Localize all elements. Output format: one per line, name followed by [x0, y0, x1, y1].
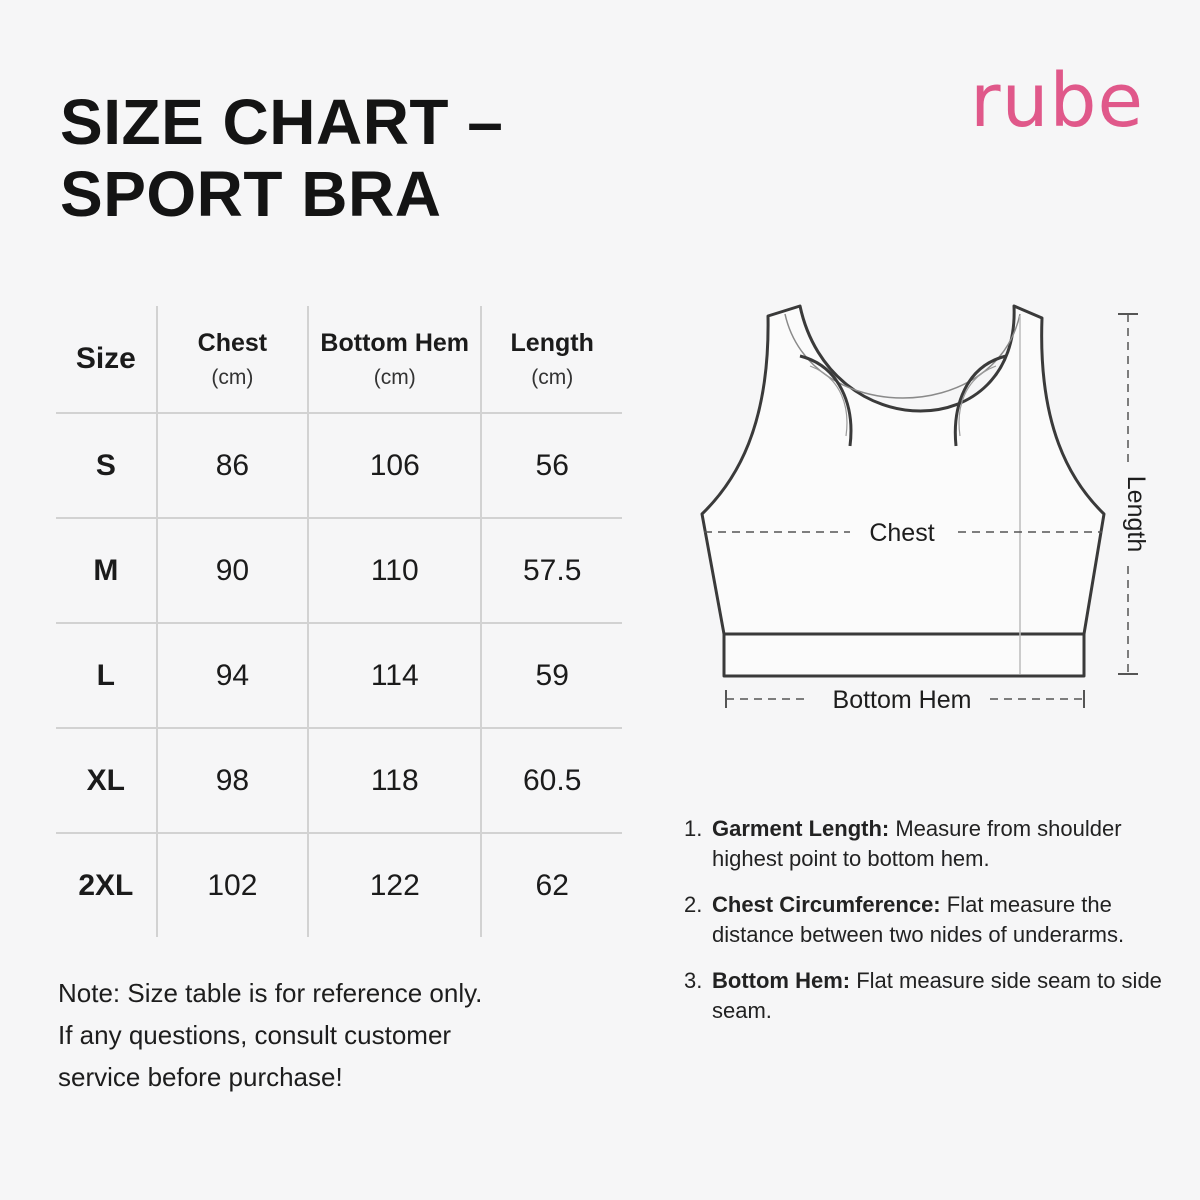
header-chest-unit: (cm) — [211, 365, 254, 389]
header-bottom-hem-unit: (cm) — [373, 365, 416, 389]
header-length-unit: (cm) — [531, 365, 574, 389]
length-cell: 56 — [535, 448, 569, 482]
table-row — [56, 413, 622, 518]
header-size-label: Size — [75, 342, 136, 375]
size-cell: L — [56, 623, 157, 728]
note-line-3: service before purchase! — [58, 1062, 343, 1092]
measurement-instructions — [684, 814, 1184, 1042]
table-row — [56, 728, 622, 833]
list-item — [684, 814, 1184, 874]
item-text — [712, 966, 1184, 1026]
size-table — [56, 306, 622, 937]
length-cell: 62 — [535, 868, 569, 902]
header-bottom-hem — [308, 306, 481, 413]
size-cell: M — [56, 518, 157, 623]
note-line-1: Note: Size table is for reference only. — [58, 978, 483, 1008]
header-chest — [157, 306, 308, 413]
length-cell: 59 — [535, 658, 569, 692]
list-item — [684, 966, 1184, 1026]
item-label: Chest Circumference: — [712, 892, 941, 917]
table-row — [56, 623, 622, 728]
bottom-hem-cell: 118 — [308, 728, 481, 833]
item-number: 1. — [684, 816, 703, 841]
length-cell: 60.5 — [523, 763, 582, 797]
bottom-hem-label: Bottom Hem — [832, 686, 972, 714]
item-label: Bottom Hem: — [712, 968, 851, 993]
item-description: Flat measure the distance between two nides of underarms. — [712, 892, 1125, 947]
list-item — [684, 890, 1184, 950]
reference-note — [58, 972, 482, 1098]
length-label: Length — [1122, 475, 1150, 553]
item-number: 2. — [684, 892, 703, 917]
table-header-row — [56, 306, 622, 413]
length-cell: 57.5 — [523, 553, 582, 587]
item-description: Measure from shoulder highest point to bottom hem. — [712, 816, 1122, 871]
chest-cell: 90 — [157, 518, 308, 623]
bottom-hem-cell: 122 — [308, 833, 481, 937]
bottom-hem-cell: 106 — [308, 413, 481, 518]
table-row — [56, 833, 622, 937]
item-number: 3. — [684, 968, 703, 993]
chest-cell: 102 — [157, 833, 308, 937]
header-chest-label: Chest — [197, 328, 268, 357]
bra-outline — [702, 306, 1104, 676]
size-cell: S — [56, 413, 157, 518]
header-bottom-hem-label: Bottom Hem — [320, 328, 470, 357]
title-line-2: SPORT BRA — [60, 158, 442, 230]
item-description: Flat measure side seam to side seam. — [712, 968, 1162, 1023]
item-label: Garment Length: — [712, 816, 890, 841]
sport-bra-diagram — [690, 296, 1170, 736]
chest-cell: 94 — [157, 623, 308, 728]
chest-cell: 98 — [157, 728, 308, 833]
brand-logo: rube — [970, 58, 1144, 144]
bottom-hem-cell: 114 — [308, 623, 481, 728]
item-text — [712, 890, 1184, 950]
table-row — [56, 518, 622, 623]
header-length-label: Length — [510, 328, 594, 357]
bottom-hem-cell: 110 — [308, 518, 481, 623]
title-line-1: SIZE CHART – — [60, 86, 504, 158]
item-text — [712, 814, 1184, 874]
chest-cell: 86 — [157, 413, 308, 518]
header-length — [481, 306, 622, 413]
size-cell: 2XL — [56, 833, 157, 937]
size-cell: XL — [56, 728, 157, 833]
page-title — [60, 86, 503, 230]
note-line-2: If any questions, consult customer — [58, 1020, 452, 1050]
chest-label: Chest — [869, 519, 935, 547]
header-size — [56, 306, 157, 413]
